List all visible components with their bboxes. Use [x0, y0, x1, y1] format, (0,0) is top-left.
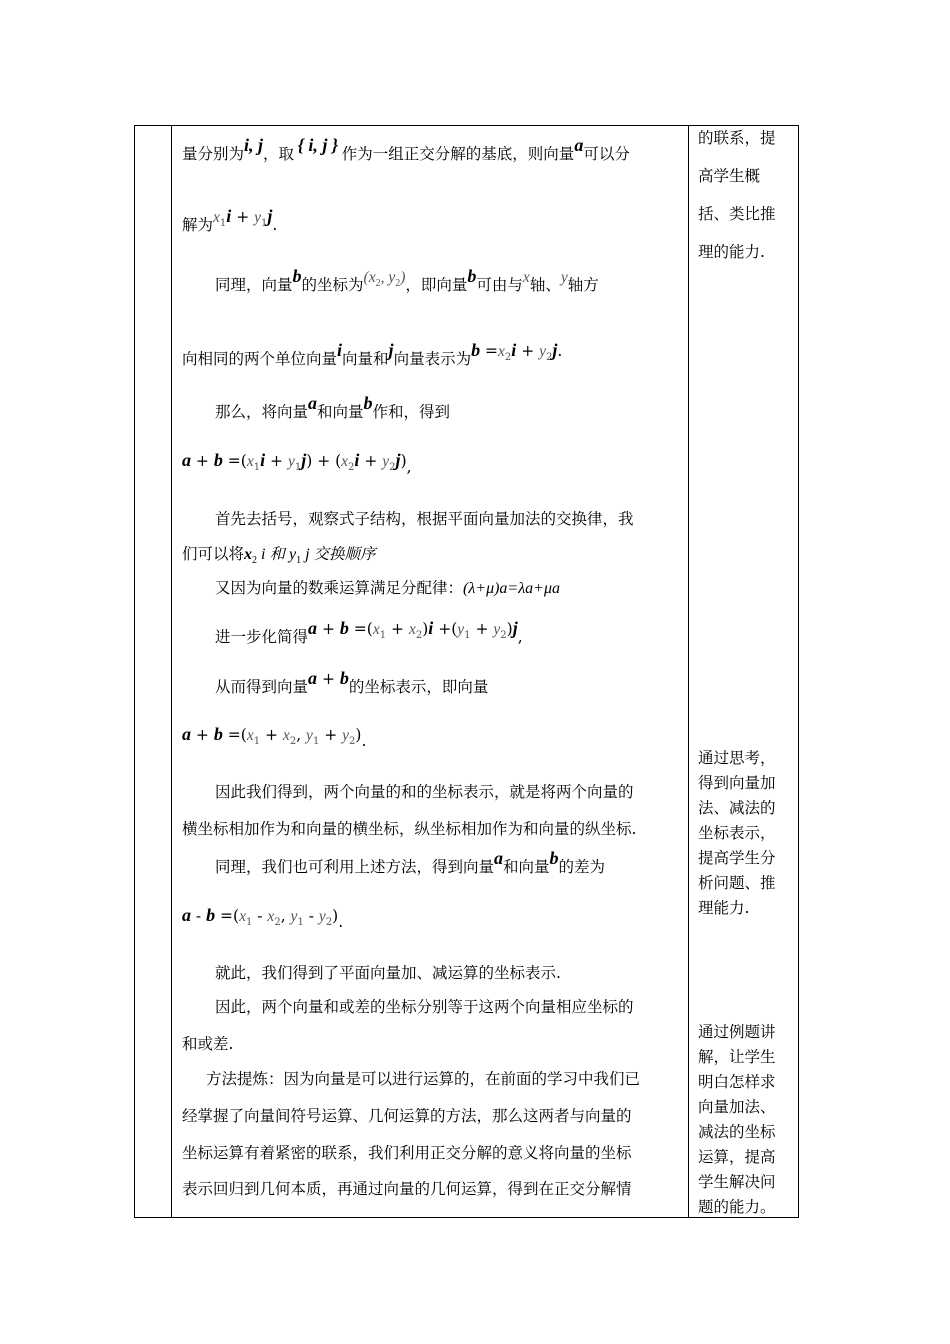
content-line-1: 量分别为i, j，取 { i, j } 作为一组正交分解的基底，则向量a可以分: [182, 135, 630, 163]
formula-difference-coordinates: $a - b =(x_1 - x_2$, $y_1 - y_2$).: [182, 905, 344, 931]
design-note-3: 通过例题讲 解，让学生 明白怎样求 向量加法、 减法的坐标 运算，提高 学生解决问 题的能力。: [698, 1023, 776, 1216]
content-line-9: 又因为向量的数乘运算满足分配律：(λ+μ)a=λa+μa: [215, 579, 560, 597]
formula-sum-coordinates: $a + b =(x_1 + x_2$, $y_1 + y_2$).: [182, 724, 367, 750]
content-line-2: 解为$x_1i + y_1j$.: [182, 206, 278, 234]
content-line-8: 们可以将$x_2$ i 和 $y_1$ j 交换顺序: [182, 545, 376, 566]
content-line-23: 表示回归到几何本质，再通过向量的几何运算，得到在正交分解情: [182, 1180, 632, 1198]
content-line-11: 从而得到向量a + b的坐标表示，即向量: [215, 668, 489, 696]
content-line-4: 向相同的两个单位向量i向量和j向量表示为$b =x_2i + y_2j$.: [182, 340, 563, 368]
content-line-7: 首先去括号，观察式子结构，根据平面向量加法的交换律，我: [215, 510, 634, 528]
content-line-17: 就此，我们得到了平面向量加、减运算的坐标表示.: [215, 964, 561, 982]
content-line-22: 坐标运算有着紧密的联系，我们利用正交分解的意义将向量的坐标: [182, 1144, 632, 1162]
design-note-2: 通过思考， 得到向量加 法、减法的 坐标表示， 提高学生分 析问题、推 理能力.: [698, 749, 776, 917]
content-line-21: 经掌握了向量间符号运算、几何运算的方法，那么这两者与向量的: [182, 1107, 632, 1125]
content-line-14: 横坐标相加作为和向量的横坐标，纵坐标相加作为和向量的纵坐标.: [182, 820, 637, 838]
design-note-1: 的联系，提 高学生概 括、类比推 理的能力.: [698, 129, 776, 261]
content-line-15: 同理，我们也可利用上述方法，得到向量a和向量b的差为: [215, 848, 606, 876]
content-line-19: 和或差.: [182, 1035, 234, 1053]
lesson-table: [134, 125, 799, 1218]
column-divider-left: [171, 126, 172, 1217]
content-line-13: 因此我们得到，两个向量的和的坐标表示，就是将两个向量的: [215, 783, 634, 801]
content-line-18: 因此，两个向量和或差的坐标分别等于这两个向量相应坐标的: [215, 998, 634, 1016]
formula-sum-expansion: $a + b =(x_1i + y_1j) + (x_2i + y_2j)$,: [182, 450, 412, 476]
content-line-10: 进一步化简得$a + b =(x_1 + x_2)i +(y_1 + y_2)j$,: [215, 618, 523, 646]
content-line-20: 方法提炼：因为向量是可以进行运算的，在前面的学习中我们已: [206, 1070, 641, 1088]
content-line-3: 同理，向量b的坐标为($x_2$, $y_2$)，即向量b可由与x轴、y轴方: [215, 266, 599, 294]
content-line-5: 那么，将向量a和向量b作和，得到: [215, 393, 451, 421]
column-divider-right: [688, 126, 689, 1217]
